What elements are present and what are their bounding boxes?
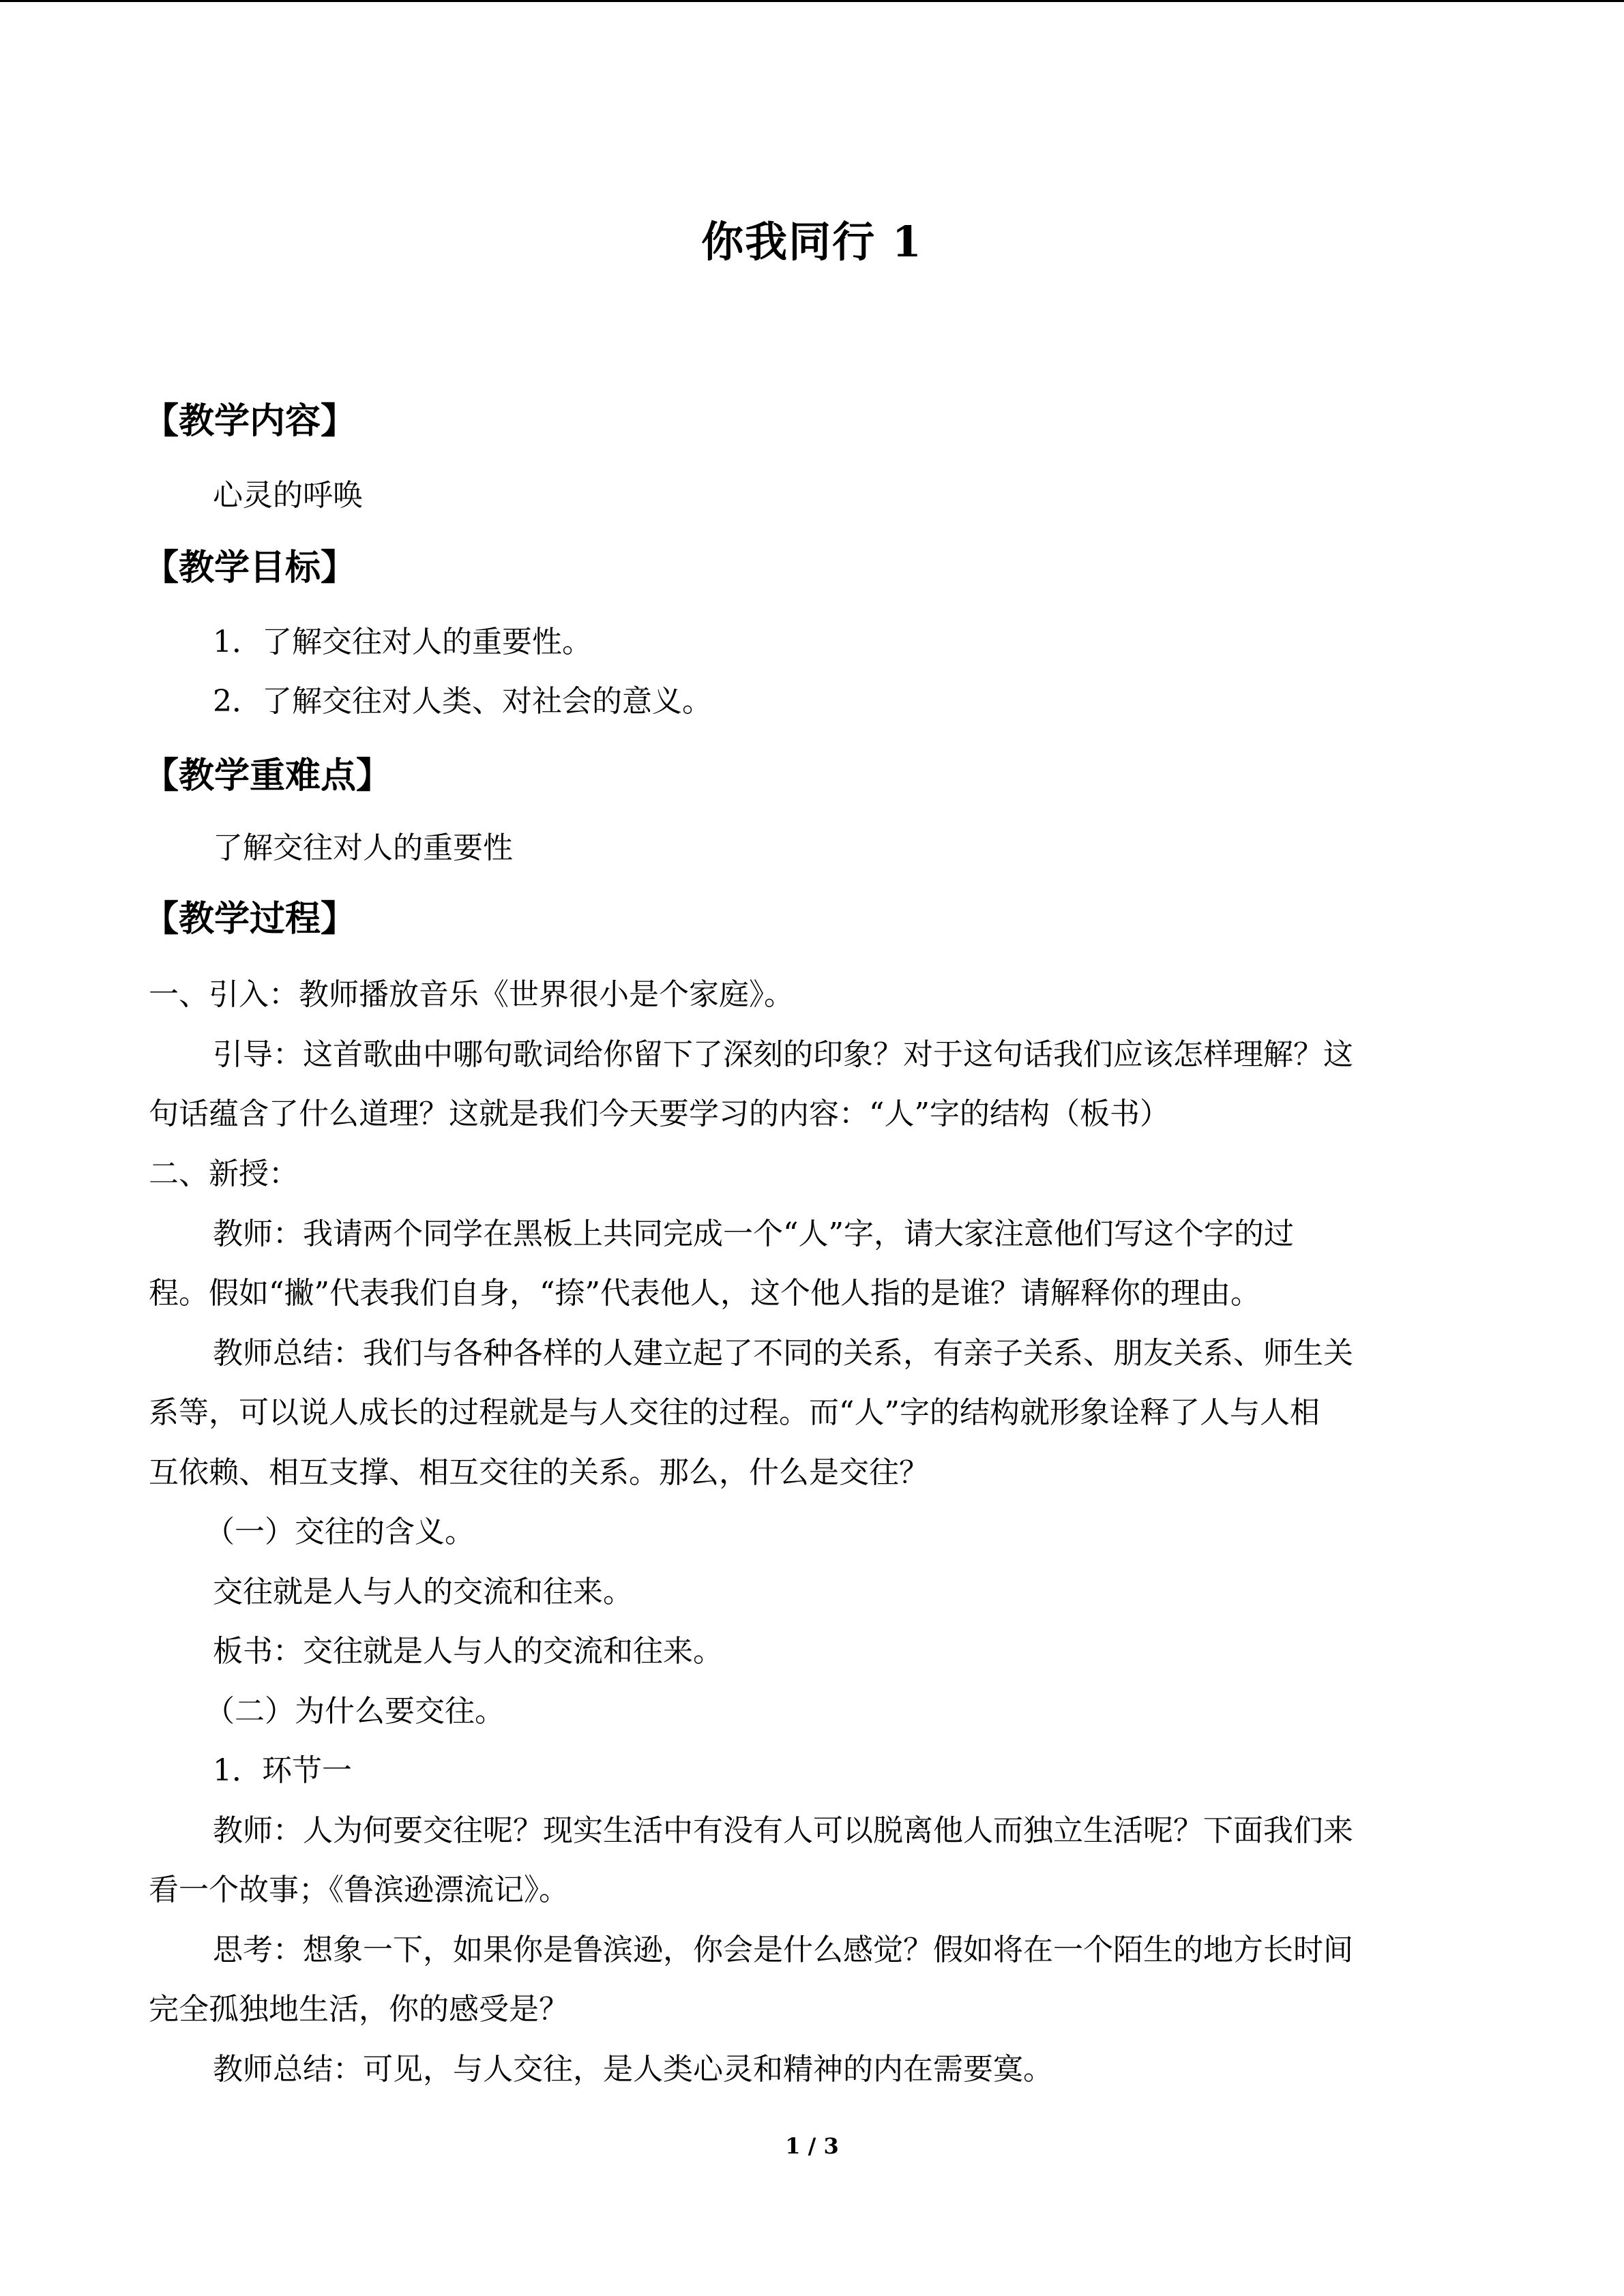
goal-item-2: 2．了解交往对人类、对社会的意义。 [213,684,712,719]
process-line: 句话蕴含了什么道理？这就是我们今天要学习的内容：“人”字的结构（板书） [149,1097,1170,1131]
process-line: 引导：这首歌曲中哪句歌词给你留下了深刻的印象？对于这句话我们应该怎样理解？这 [213,1037,1353,1072]
process-line: 完全孤独地生活，你的感受是？ [149,1992,569,2027]
process-line: 教师总结：可见，与人交往，是人类心灵和精神的内在需要寞。 [213,2052,1053,2087]
process-line: 系等，可以说人成长的过程就是与人交往的过程。而“人”字的结构就形象诠释了人与人相 [149,1395,1320,1430]
process-line: 教师：我请两个同学在黑板上共同完成一个“人”字，请大家注意他们写这个字的过 [213,1217,1294,1251]
process-line: 交往就是人与人的交流和往来。 [213,1575,633,1609]
process-line: 1．环节一 [213,1753,352,1788]
goal-item-1: 1．了解交往对人的重要性。 [213,625,592,659]
process-line: 程。假如“撇”代表我们自身，“捺”代表他人，这个他人指的是谁？请解释你的理由。 [149,1276,1260,1311]
process-line: 看一个故事；《鲁滨逊漂流记》。 [149,1873,569,1907]
process-line: 教师总结：我们与各种各样的人建立起了不同的关系，有亲子关系、朋友关系、师生关 [213,1336,1353,1371]
process-line: 板书：交往就是人与人的交流和往来。 [213,1634,723,1669]
process-line: 一、引入：教师播放音乐《世界很小是个家庭》。 [149,977,794,1012]
process-line: 教师：人为何要交往呢？现实生活中有没有人可以脱离他人而独立生活呢？下面我们来 [213,1813,1353,1848]
process-line: 思考：想象一下，如果你是鲁滨逊，你会是什么感觉？假如将在一个陌生的地方长时间 [213,1933,1353,1967]
key-points-text: 了解交往对人的重要性 [213,831,513,865]
heading-teaching-process: 【教学过程】 [143,898,357,940]
heading-key-points: 【教学重难点】 [143,755,392,796]
process-line: （二）为什么要交往。 [205,1694,505,1729]
heading-teaching-content: 【教学内容】 [143,400,357,442]
page-number: 1 / 3 [785,2133,839,2159]
heading-teaching-goals: 【教学目标】 [143,547,357,588]
teaching-content-text: 心灵的呼唤 [213,478,363,513]
process-line: 互依赖、相互支撑、相互交往的关系。那么，什么是交往？ [149,1455,929,1490]
page-title: 你我同行 1 [701,217,923,267]
process-line: （一）交往的含义。 [205,1515,475,1549]
process-line: 二、新授： [149,1157,299,1191]
